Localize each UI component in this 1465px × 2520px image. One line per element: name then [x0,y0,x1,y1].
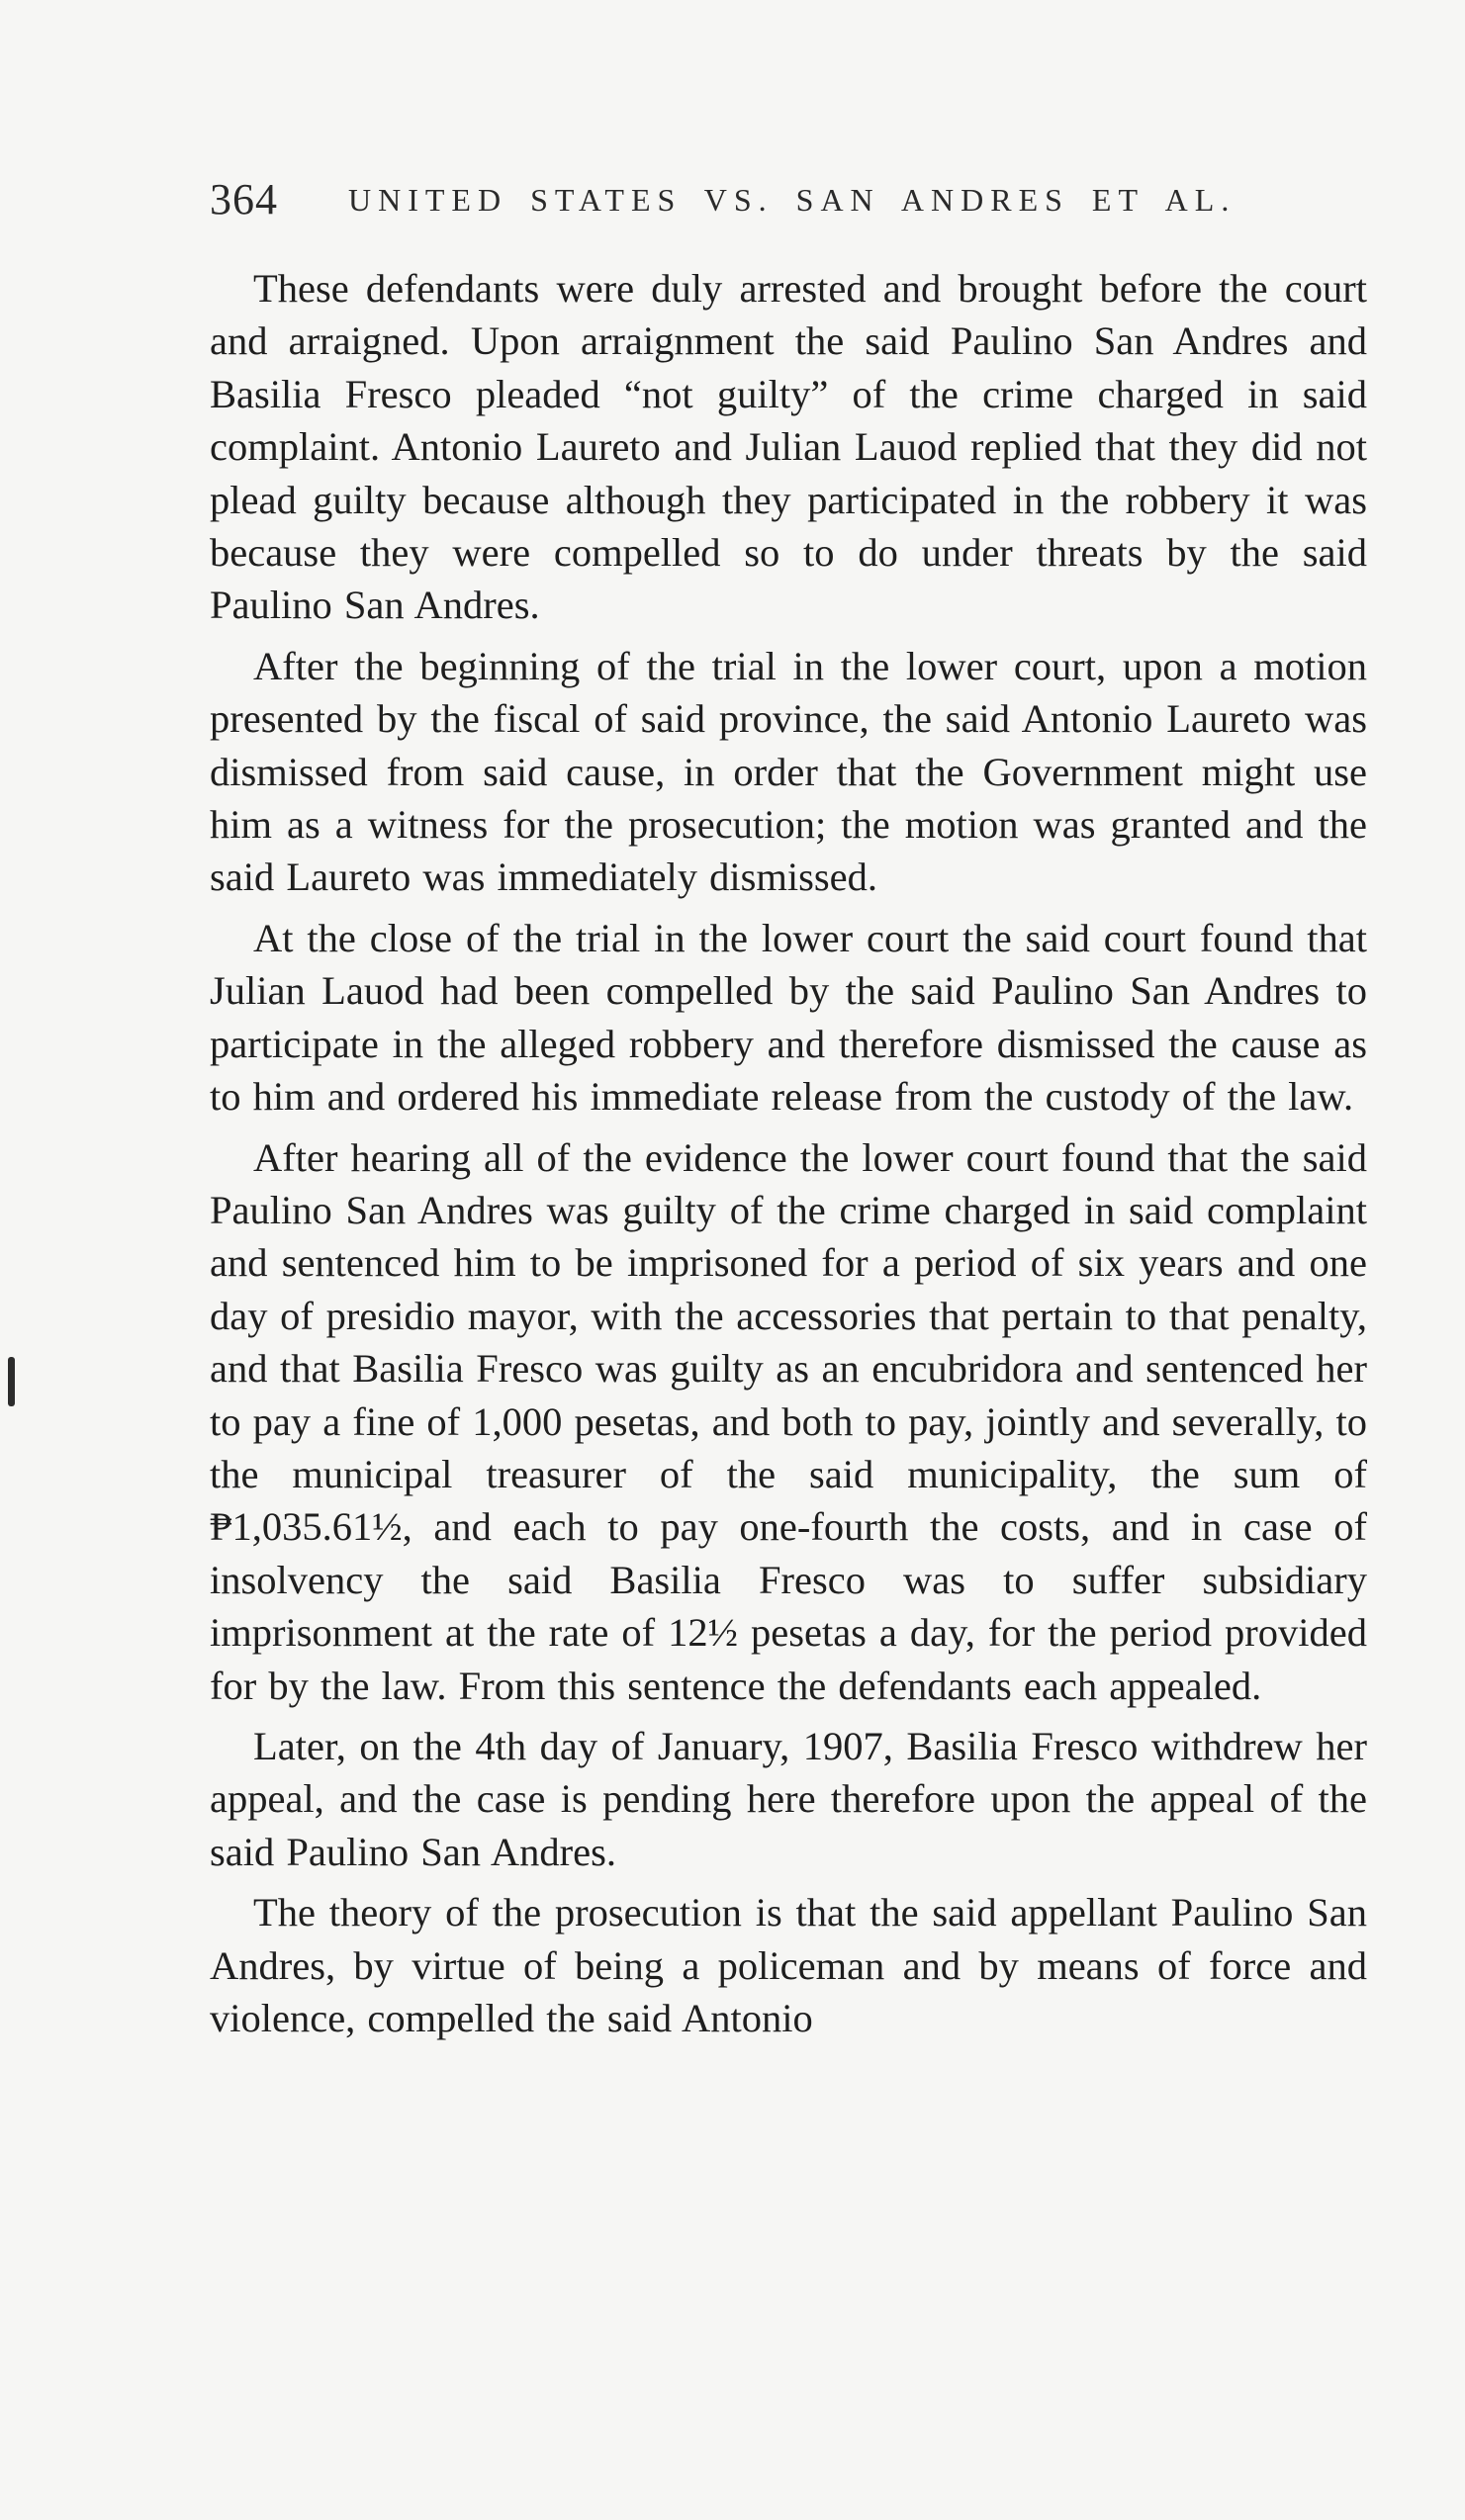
paragraph-dismissal-laureto: After the beginning of the trial in the lower court, upon a motion presented by the fiscal of said province, the said Antonio Laureto was dismissed from said cause, in order that the Government might use him as a witness for the prosecution; the motion was granted and the said Laureto was immediately dismissed. [210,643,1367,900]
margin-mark [8,1357,15,1406]
paragraph-arraignment: These defendants were duly arrested and brought before the court and arraigned. Upon arraignment the said Paulino San Andres and Basilia Fresco pleaded “not guilty” of the crime charged in said complaint. Antonio Laureto and Julian Lauod replied that they did not plead guilty because although they participated in the robbery it was because they were compelled so to do under threats by the said Paulino San Andres. [210,266,1367,628]
paragraph-sentence: After hearing all of the evidence the lower court found that the said Paulino San Andres was guilty of the crime charged in said complaint and sentenced him to be imprisoned for a period of six years and one day of presidio mayor, with the accessories that pertain to that penalty, and that Basilia Fresco was guilty as an encubridora and sentenced her to pay a fine of 1,000 pesetas, and both to pay, jointly and severally, to the municipal treasurer of the said municipality, the sum of ₱1,035.61½, and each to pay one-fourth the costs, and in case of insolvency the said Basilia Fresco was to suffer subsidiary imprisonment at the rate of 12½ pesetas a day, for the period provided for by the law. From this sentence the defendants each appealed. [210,1134,1367,1708]
page-header [210,174,1367,233]
body-text [210,262,1367,2044]
paragraph-appeal-withdrawn: Later, on the 4th day of January, 1907, Basilia Fresco withdrew her appeal, and the case is pending here therefore upon the appeal of the said Paulino San Andres. [210,1723,1367,1874]
paragraph-release-lauod: At the close of the trial in the lower court the said court found that Julian Lauod had been compelled by the said Paulino San Andres to participate in the alleged robbery and therefore dismissed the cause as to him and ordered his immediate release from the custody of the law. [210,915,1367,1120]
page-number: 364 [210,175,278,224]
paragraph-prosecution-theory: The theory of the prosecution is that the said appellant Paulino San Andres, by virtue of being a policeman and by means of force and violence, compelled the said Antonio [210,1890,1367,2040]
running-head: UNITED STATES VS. SAN ANDRES ET AL. [348,182,1236,218]
